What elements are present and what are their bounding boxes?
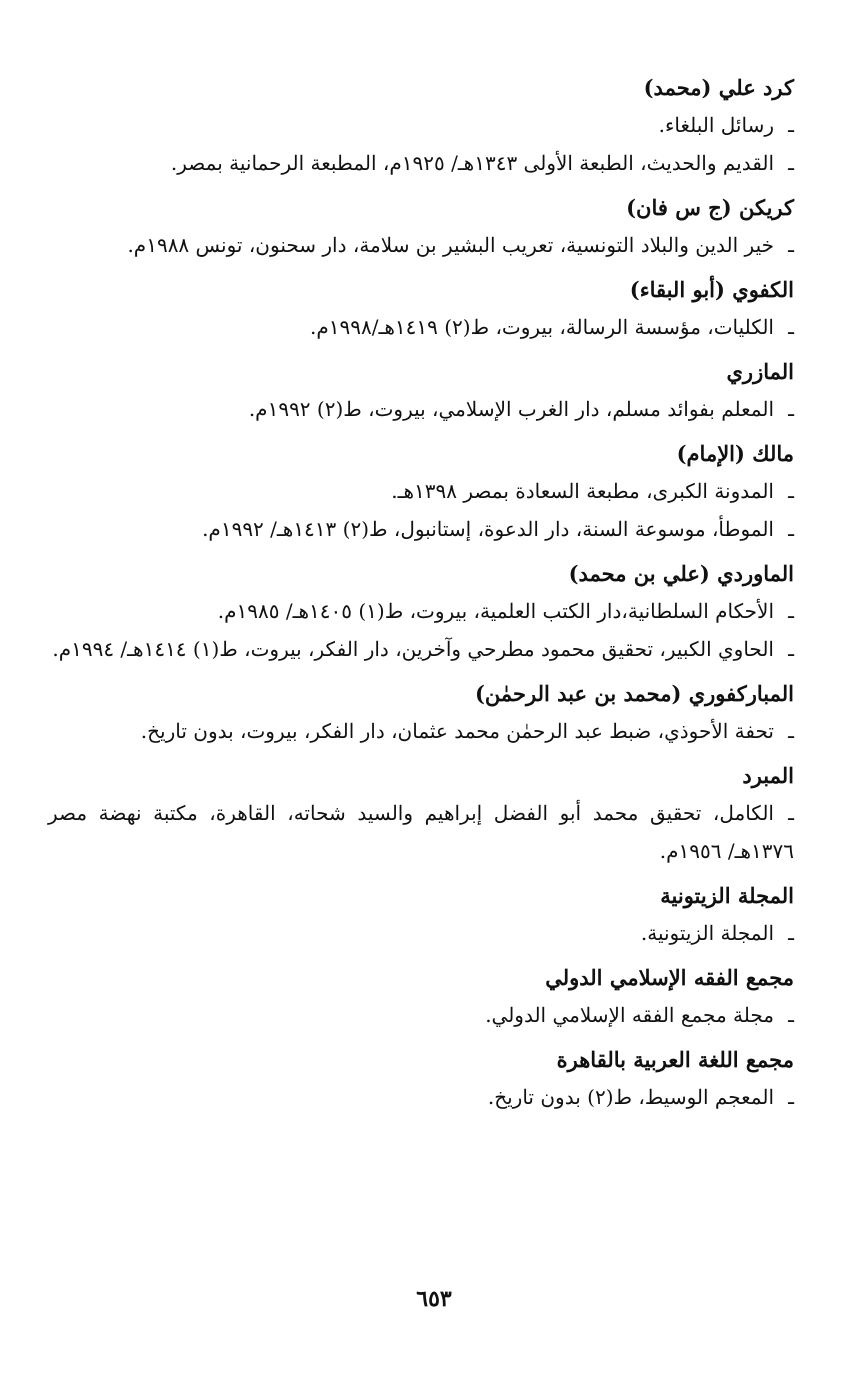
bibliography-entry	[48, 436, 794, 548]
entry-author: المجلة الزيتونية	[660, 883, 794, 908]
work-text: الحاوي الكبير، تحقيق محمود مطرحي وآخرين، دار الفكر، بيروت، ط(١) ١٤١٤هـ/ ١٩٩٤م.	[52, 637, 774, 661]
entry-work	[48, 794, 794, 870]
entry-author: الكفوي (أبو البقاء)	[629, 277, 794, 302]
bibliography-entry	[48, 878, 794, 952]
entry-work	[48, 308, 794, 346]
bibliography-entry	[48, 272, 794, 346]
entry-work	[48, 592, 794, 630]
bibliography-entry	[48, 960, 794, 1034]
bibliography-entry	[48, 1042, 794, 1116]
work-text: الكامل، تحقيق محمد أبو الفضل إبراهيم والسيد شحاته، القاهرة، مكتبة نهضة مصر ١٣٧٦هـ/ ١٩٥٦م.	[48, 801, 794, 863]
bibliography-page	[48, 70, 794, 1116]
entry-work	[48, 630, 794, 668]
work-text: القديم والحديث، الطبعة الأولى ١٣٤٣هـ/ ١٩٢٥م، المطبعة الرحمانية بمصر.	[170, 151, 774, 175]
work-text: المعجم الوسيط، ط(٢) بدون تاريخ.	[487, 1085, 774, 1109]
list-dash: ـ	[788, 479, 794, 503]
list-dash: ـ	[788, 637, 794, 661]
entry-work	[48, 390, 794, 428]
bibliography-entry	[48, 190, 794, 264]
entry-author: كرد علي (محمد)	[643, 75, 794, 100]
list-dash: ـ	[788, 1003, 794, 1027]
bibliography-entry	[48, 556, 794, 668]
entry-author: المباركفوري (محمد بن عبد الرحمٰن)	[474, 681, 794, 706]
entry-author: مالك (الإمام)	[676, 441, 794, 466]
entry-work	[48, 1078, 794, 1116]
bibliography-entry	[48, 70, 794, 182]
list-dash: ـ	[788, 397, 794, 421]
work-text: مجلة مجمع الفقه الإسلامي الدولي.	[485, 1003, 774, 1027]
entry-work	[48, 996, 794, 1034]
list-dash: ـ	[788, 233, 794, 257]
work-text: المدونة الكبرى، مطبعة السعادة بمصر ١٣٩٨هـ.	[391, 479, 774, 503]
work-text: المجلة الزيتونية.	[640, 921, 774, 945]
entry-work	[48, 106, 794, 144]
work-text: المعلم بفوائد مسلم، دار الغرب الإسلامي، بيروت، ط(٢) ١٩٩٢م.	[248, 397, 774, 421]
work-text: الموطأ، موسوعة السنة، دار الدعوة، إستانبول، ط(٢) ١٤١٣هـ/ ١٩٩٢م.	[202, 517, 774, 541]
list-dash: ـ	[788, 599, 794, 623]
list-dash: ـ	[788, 151, 794, 175]
work-text: رسائل البلغاء.	[658, 113, 774, 137]
entry-author: مجمع الفقه الإسلامي الدولي	[545, 965, 794, 990]
work-text: خير الدين والبلاد التونسية، تعريب البشير بن سلامة، دار سحنون، تونس ١٩٨٨م.	[127, 233, 774, 257]
list-dash: ـ	[788, 315, 794, 339]
entry-work	[48, 510, 794, 548]
entry-author: المبرد	[742, 763, 794, 788]
entry-work	[48, 226, 794, 264]
bibliography-entry	[48, 354, 794, 428]
list-dash: ـ	[788, 719, 794, 743]
list-dash: ـ	[788, 517, 794, 541]
entry-author: كريكن (ج س فان)	[626, 195, 794, 220]
entry-author: مجمع اللغة العربية بالقاهرة	[556, 1047, 794, 1072]
list-dash: ـ	[788, 1085, 794, 1109]
work-text: تحفة الأحوذي، ضبط عبد الرحمٰن محمد عثمان، دار الفكر، بيروت، بدون تاريخ.	[140, 719, 774, 743]
entry-work	[48, 712, 794, 750]
page-number: ٦٥٣	[416, 1286, 452, 1312]
entry-author: الماوردي (علي بن محمد)	[568, 561, 794, 586]
entry-work	[48, 144, 794, 182]
bibliography-entry	[48, 676, 794, 750]
list-dash: ـ	[788, 921, 794, 945]
entry-work	[48, 472, 794, 510]
list-dash: ـ	[788, 113, 794, 137]
work-text: الكليات، مؤسسة الرسالة، بيروت، ط(٢) ١٤١٩هـ/١٩٩٨م.	[310, 315, 774, 339]
list-dash: ـ	[788, 801, 794, 825]
entry-work	[48, 914, 794, 952]
bibliography-entry	[48, 758, 794, 870]
work-text: الأحكام السلطانية،دار الكتب العلمية، بيروت، ط(١) ١٤٠٥هـ/ ١٩٨٥م.	[217, 599, 774, 623]
entry-author: المازري	[726, 359, 794, 384]
